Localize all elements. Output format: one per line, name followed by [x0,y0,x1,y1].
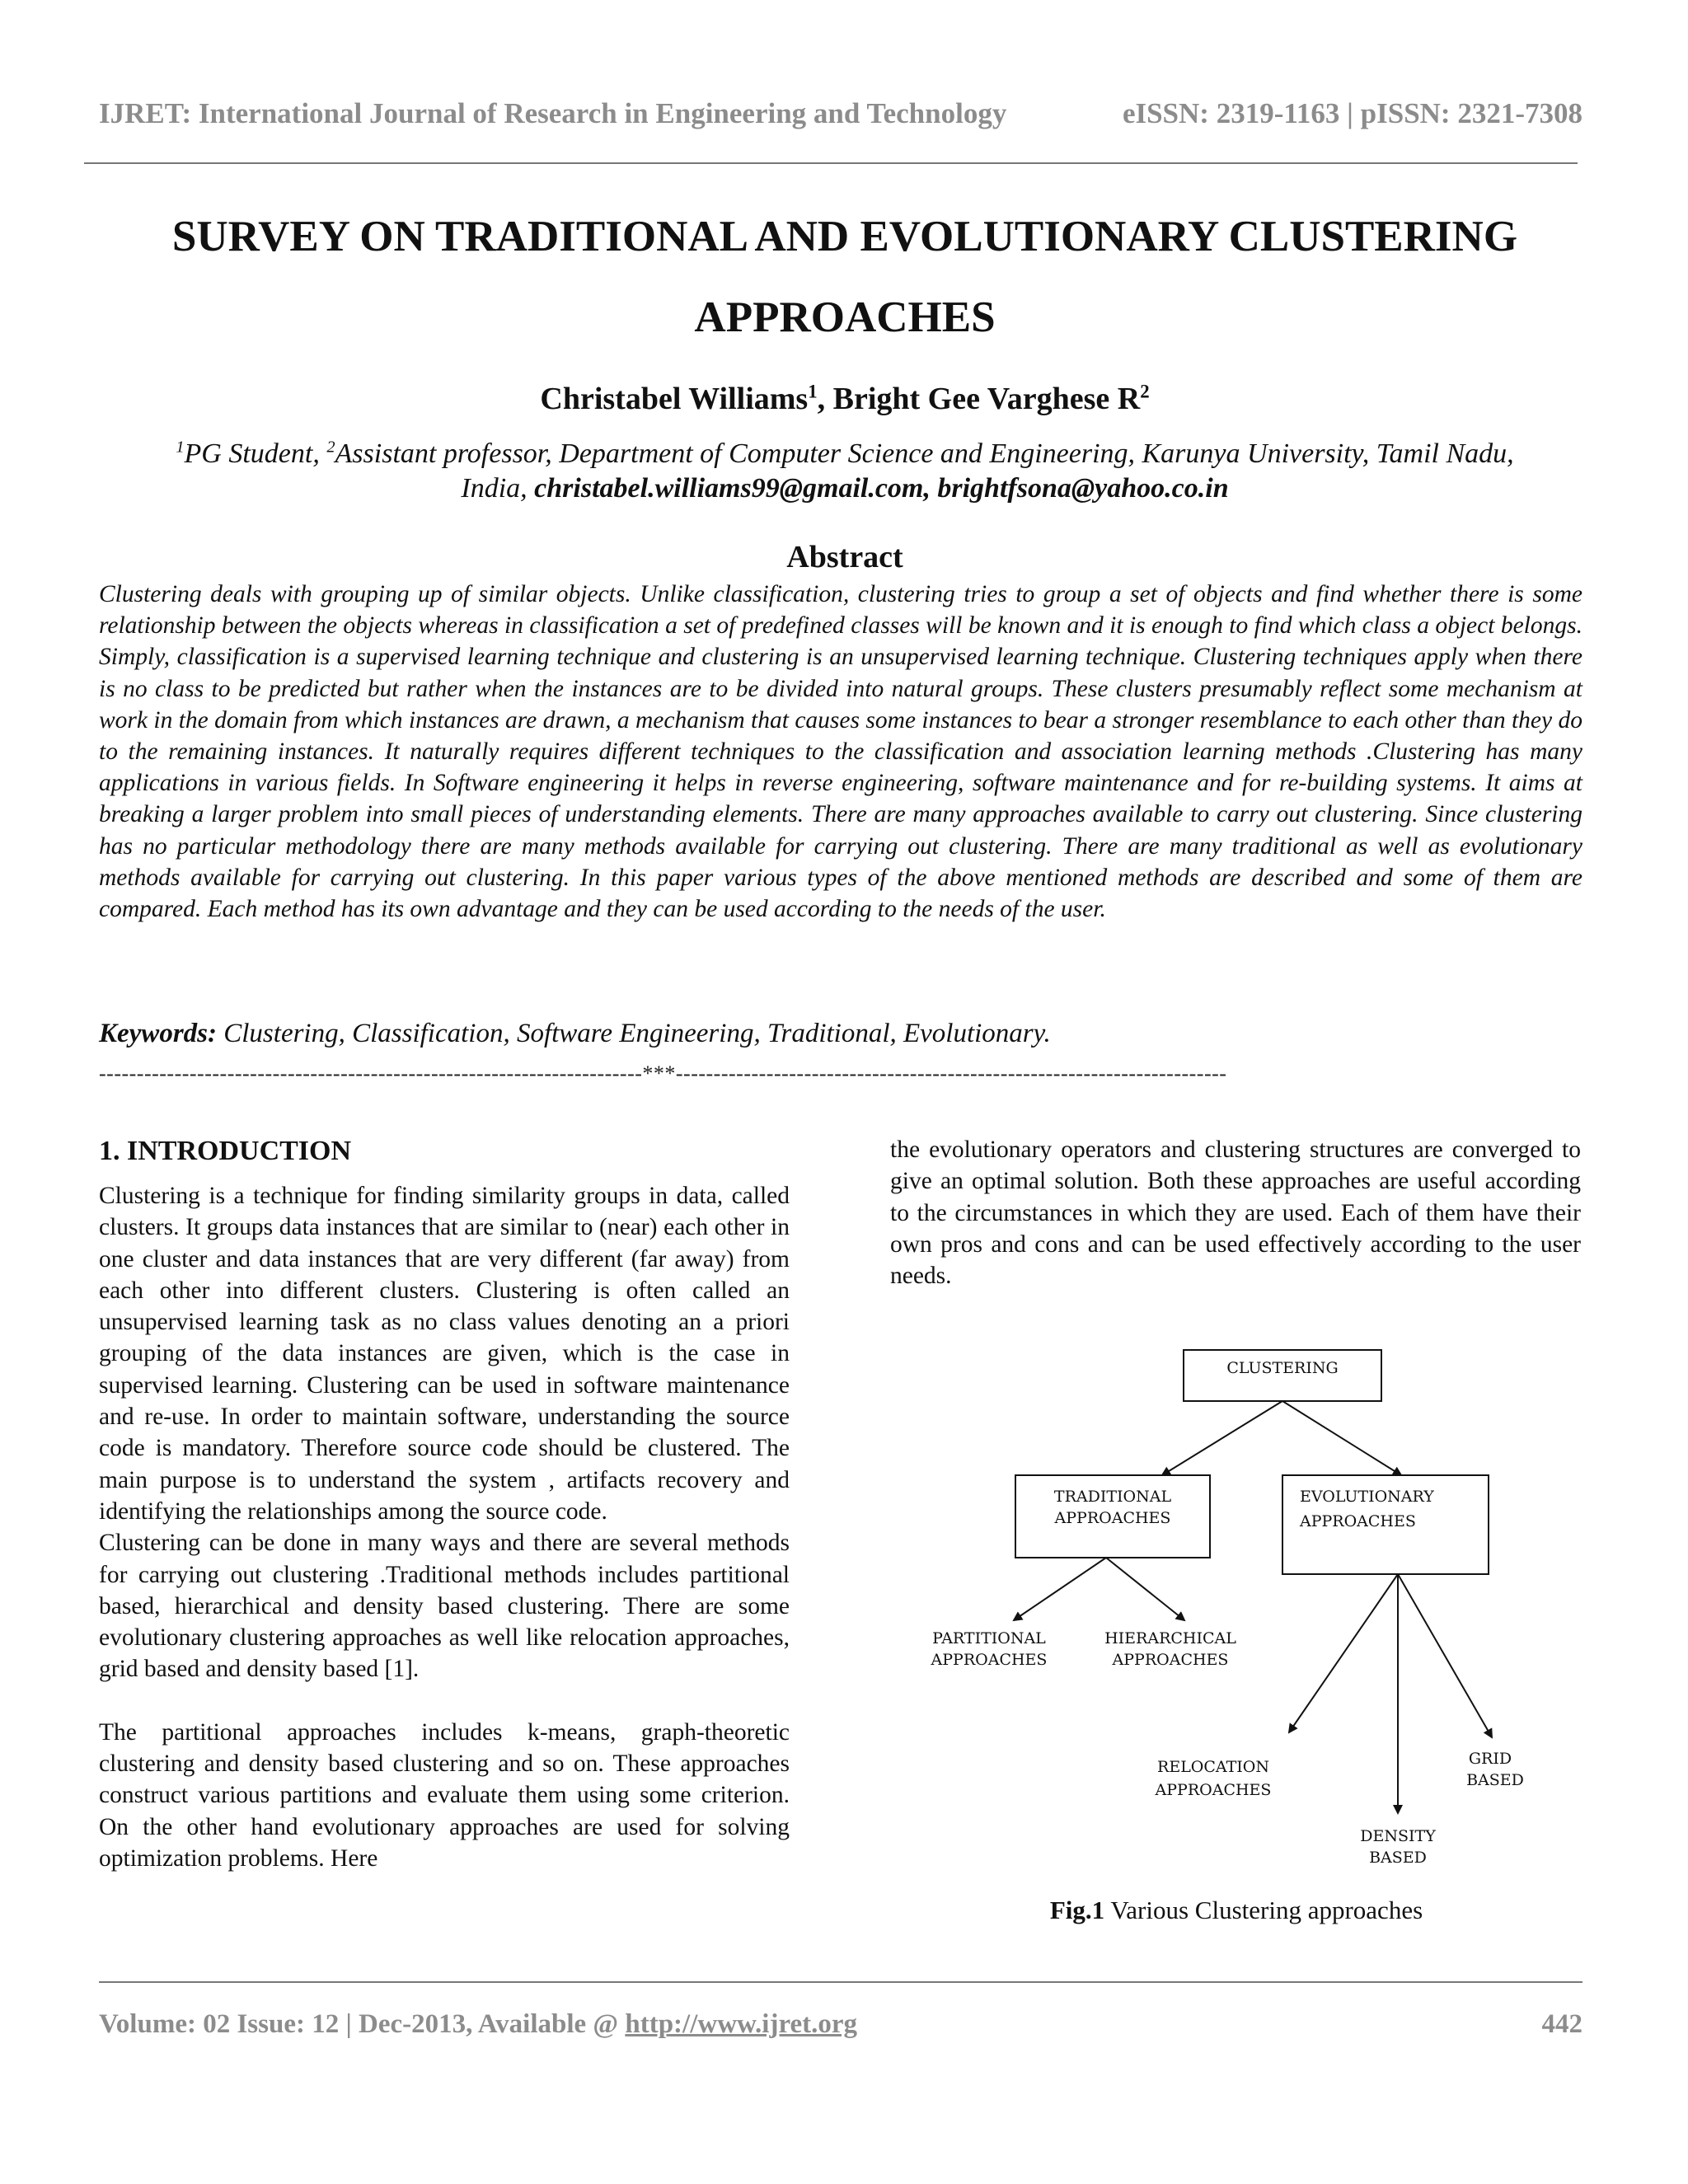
label-relocation-2: APPROACHES [1155,1781,1272,1799]
title-line-1: SURVEY ON TRADITIONAL AND EVOLUTIONARY CLUSTERING [171,213,1518,260]
page-number: 442 [1541,2009,1582,2039]
affil-country: India, [461,473,535,504]
intro-paragraph-3: The partitional approaches includes k-means, graph-theoretic clustering and density based clustering and so on. These approaches construct various partitions and evaluate them using some criterion. On the other hand evolutionary approaches are used for solving optimization problems. Here [99,1718,790,1872]
keywords [99,1019,1582,1049]
keywords-text: Clustering, Classification, Software Engineering, Traditional, Evolutionary. [217,1019,1051,1048]
affil-sup-1: 1 [176,438,185,457]
footer-url-link[interactable]: http://www.ijret.org [625,2009,858,2039]
affil-role-1: PG Student, [184,438,327,469]
affil-emails[interactable]: christabel.williams99@gmail.com, brightfsona@yahoo.co.in [534,473,1229,504]
label-evolutionary-2: APPROACHES [1300,1512,1416,1530]
arrow-to-evolutionary [1282,1401,1401,1475]
author-list [99,381,1591,417]
intro-paragraph-2: Clustering can be done in many ways and there are several methods for carrying out clustering .Traditional methods includes partitional based, hierarchical and density based clustering. There are some evolutionary clustering approaches as well like relocation approaches, grid based and density based [1]. [99,1530,790,1683]
label-grid-1: GRID [1468,1750,1512,1768]
running-footer [99,2009,1582,2040]
author-1: Christabel Williams [540,382,809,416]
label-hierarchical-1: HIERARCHICAL [1104,1629,1236,1647]
figure-caption [890,1896,1582,1925]
arrow-to-traditional [1162,1401,1282,1475]
running-header [99,97,1582,130]
label-density-2: BASED [1369,1849,1427,1867]
label-grid-2: BASED [1466,1771,1524,1789]
section-separator: ------------------------------------------------------------------------***------------------------------------------------------------------------- [99,1062,1227,1085]
arrow-to-relocation [1289,1574,1398,1732]
issn-info: eISSN: 2319-1163 | pISSN: 2321-7308 [1122,97,1582,129]
label-traditional-1: TRADITIONAL [1053,1488,1172,1506]
author-2-sup: 2 [1140,381,1150,402]
abstract-text: Clustering deals with grouping up of similar objects. Unlike classification, clustering tries to group a set of objects and find whether there is some relationship between the objects whereas in classification a set of predefined classes will be known and it is enough to find which class a object belongs. Simply, classification is a supervised learning technique and clustering is an unsupervised learning technique. Clustering techniques apply when there is no class to be predicted but rather when the instances are to be divided into natural groups. These clusters presumably reflect some mechanism at work in the domain from which instances are drawn, a mechanism that causes some instances to bear a stronger resemblance to each other than they do to the remaining instances. It naturally requires different techniques to the classification and association learning methods .Clustering has many applications in various fields. In Software engineering it helps in reverse engineering, software maintenance and for re-building systems. It aims at breaking a larger problem into small pieces of understanding elements. There are many approaches available to carry out clustering. Since clustering has no particular methodology there are many methods available for carrying out clustering. There are many traditional as well as evolutionary methods available for carrying out clustering. In this paper various types of the above mentioned methods are described and some of them are compared. Each method has its own advantage and they can be used according to the needs of the user. [99,581,1582,923]
label-partitional-2: APPROACHES [931,1651,1048,1669]
figure-caption-label: Fig.1 [1049,1896,1105,1924]
author-2: Bright Gee Varghese R [832,382,1141,416]
author-separator: , [817,382,833,416]
header-rule [84,162,1578,164]
footer-volume-text: Volume: 02 Issue: 12 | Dec-2013, Available @ [99,2009,626,2039]
affiliation [99,437,1591,506]
abstract-heading: Abstract [786,540,903,574]
arrow-to-grid [1398,1574,1492,1737]
label-traditional-2: APPROACHES [1054,1509,1171,1527]
label-hierarchical-2: APPROACHES [1112,1651,1229,1669]
affil-sup-2: 2 [326,438,335,457]
figure-caption-text: Various Clustering approaches [1104,1896,1423,1924]
label-density-1: DENSITY [1360,1827,1436,1845]
footer-volume [99,2009,857,2040]
right-column [890,1134,1581,1291]
title-line-2: APPROACHES [694,293,996,341]
intro-paragraph-4: the evolutionary operators and clustering structures are converged to give an optimal solution. Both these approaches are useful according to the circumstances in which they are used. Each of them have their own pros and cons and can be used effectively according to the user needs. [890,1137,1581,1290]
label-partitional-1: PARTITIONAL [932,1629,1046,1647]
intro-paragraph-1: Clustering is a technique for finding similarity groups in data, called clusters. It groups data instances that are similar to (near) each other in one cluster and data instances that are very different (far away) from each other into different clusters. Clustering is often called an unsupervised learning task as no class values denoting an a priori grouping of the data instances are given, which is the case in supervised learning. Clustering can be used in software maintenance and re-use. In order to maintain software, understanding the source code is mandatory. Therefore source code should be clustered. The main purpose is to understand the system , artifacts recovery and identifying the relationships among the source code. [99,1183,790,1525]
label-relocation-1: RELOCATION [1157,1758,1269,1776]
arrow-to-hierarchical [1106,1558,1184,1620]
left-column [99,1180,790,1874]
clustering-taxonomy-figure [890,1319,1582,1879]
keywords-label: Keywords: [99,1019,217,1048]
arrow-to-partitional [1014,1558,1106,1620]
label-evolutionary-1: EVOLUTIONARY [1300,1488,1434,1506]
author-1-sup: 1 [808,381,818,402]
label-clustering: CLUSTERING [1226,1359,1339,1377]
footer-rule [99,1981,1582,1983]
paper-title [124,196,1566,358]
section-heading-introduction: 1. INTRODUCTION [99,1136,352,1166]
affil-department: Assistant professor, Department of Computer Science and Engineering, Karunya University, Tamil Nadu, [335,438,1514,469]
journal-name: IJRET: International Journal of Research in Engineering and Technology [99,97,1007,129]
